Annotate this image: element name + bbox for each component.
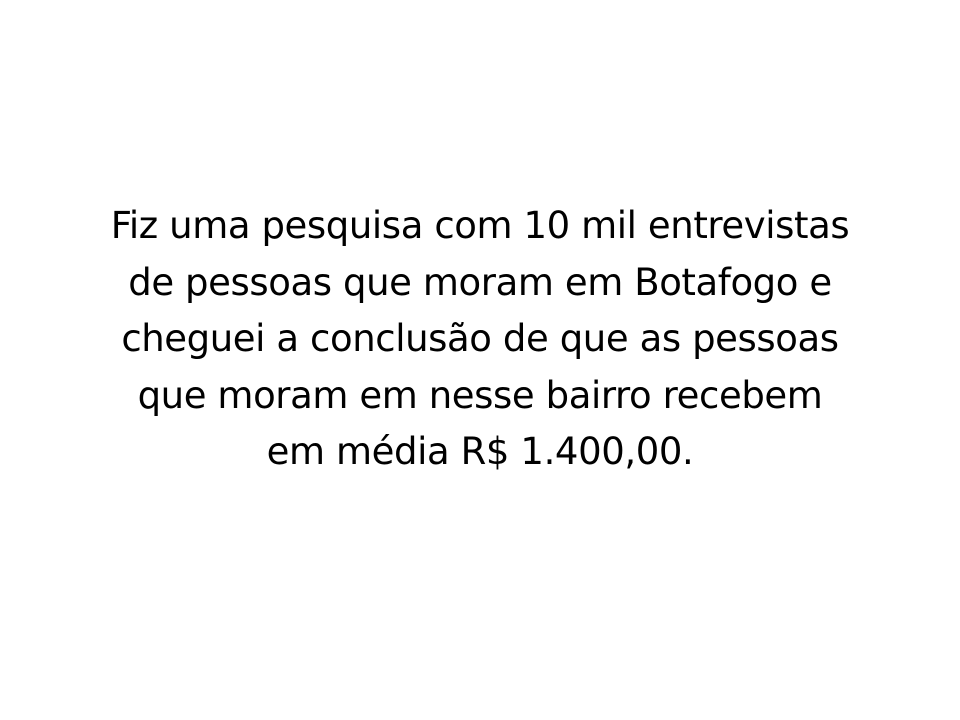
text-line-1: Fiz uma pesquisa com 10 mil entrevistas: [110, 204, 850, 247]
text-line-2: de pessoas que moram em Botafogo e: [128, 260, 832, 304]
text-line-4: que moram em nesse bairro recebem: [137, 373, 823, 417]
text-line-5: em média R$ 1.400,00.: [266, 430, 694, 473]
text-line-3: cheguei a conclusão de que as pessoas: [121, 317, 839, 360]
slide-body-text: [60, 198, 900, 481]
